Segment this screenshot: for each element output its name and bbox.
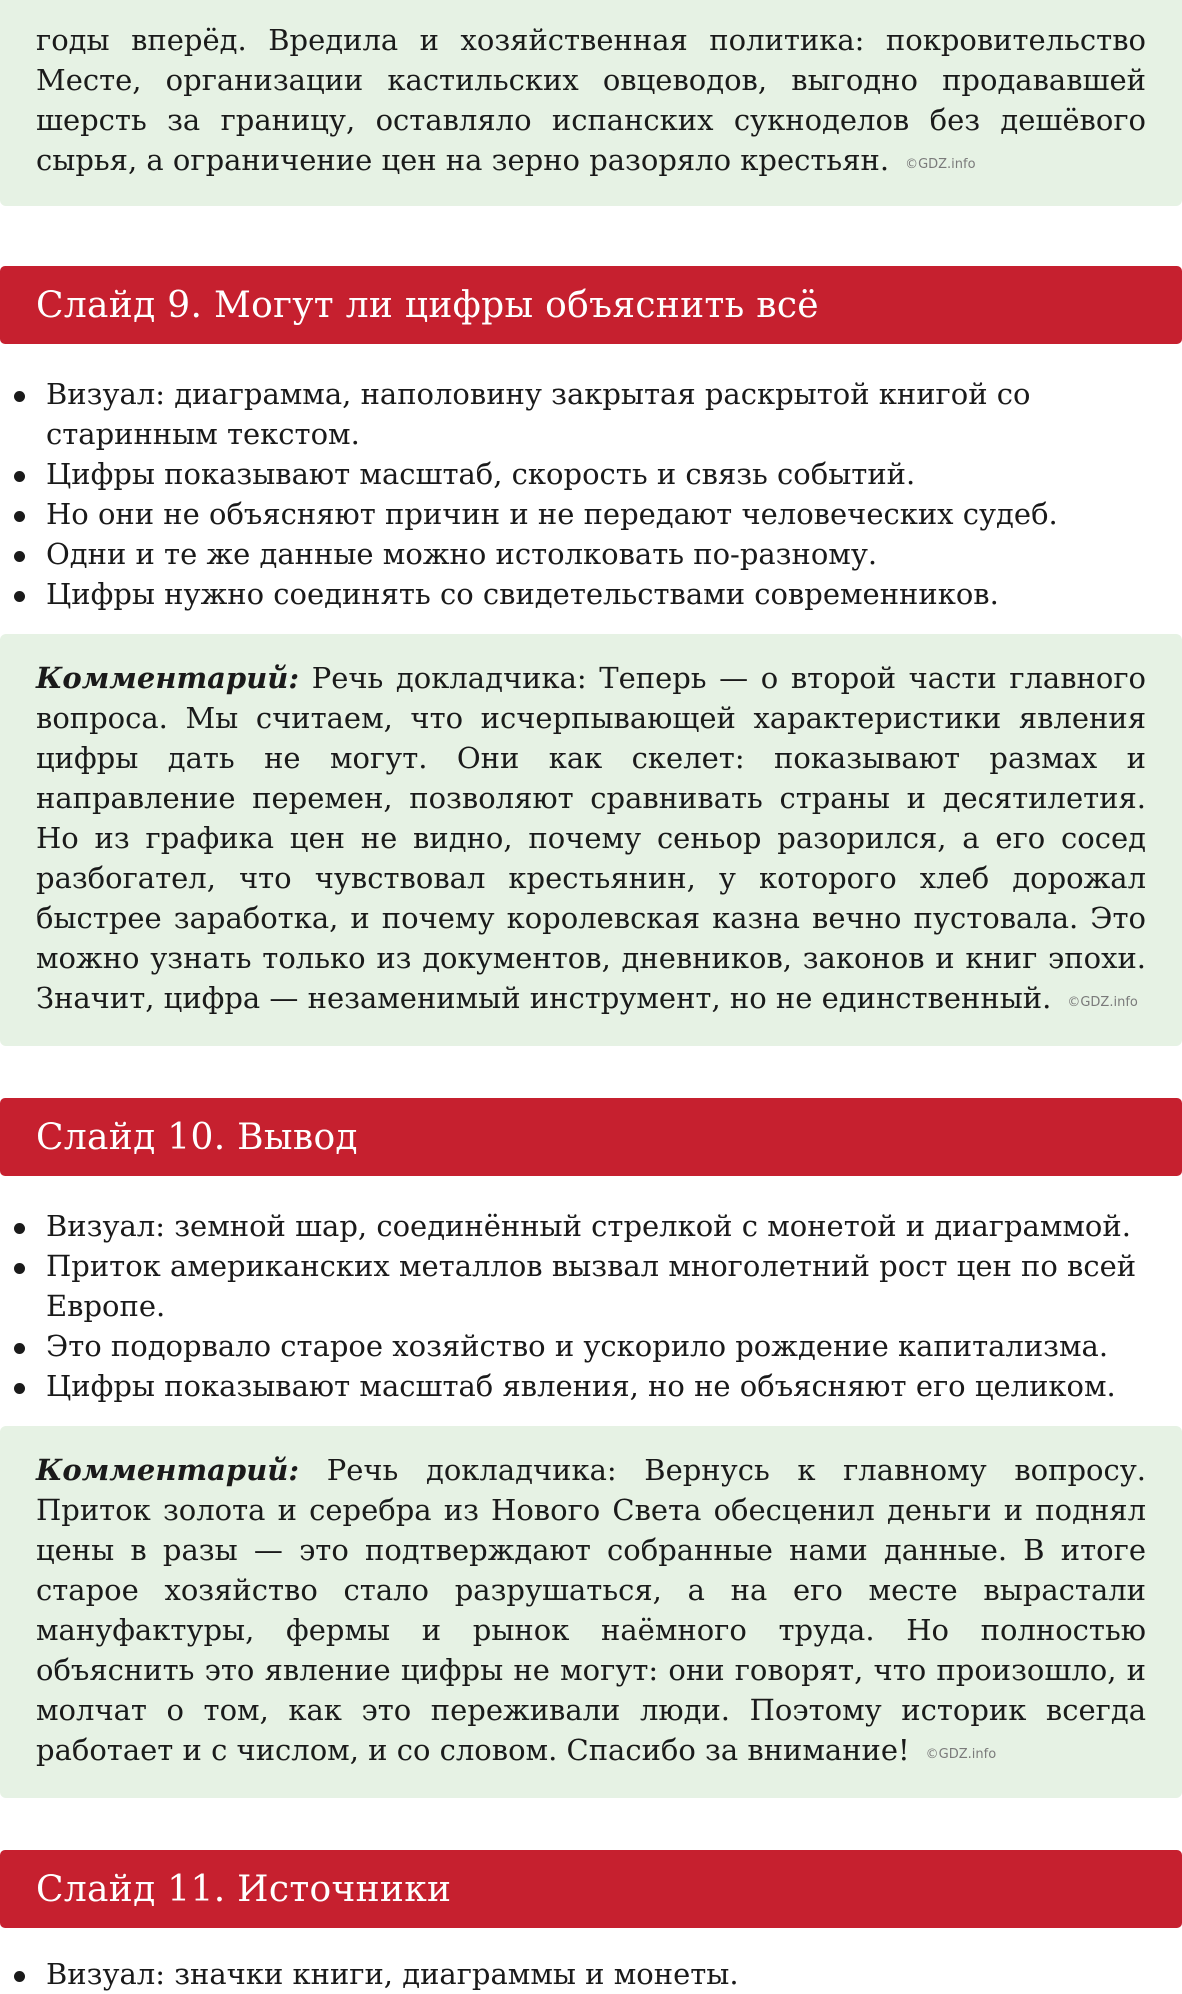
comment-body: Речь докладчика: Теперь — о второй части главного вопроса. Мы считаем, что исчерпывающей характеристики явления цифры дать не могут. Они как скелет: показывают размах и направление перемен, позволяют сравнивать страны и десятилетия. Но из графика цен не видно, почему сеньор разорился, а его сосед разбогател, что чувствовал крестьянин, у которого хлеб дорожал быстрее заработка, и почему королевская казна вечно пустовала. Это можно узнать только из документов, дневников, законов и книг эпохи. Значит, цифра — незаменимый инструмент, но не единственный.: [36, 661, 1146, 1015]
slide-10-header: [0, 1098, 1182, 1176]
bullet-item: Визуал: диаграмма, наполовину закрытая раскрытой книгой со старинным текстом.: [0, 374, 1182, 454]
comment-label: Комментарий:: [36, 1453, 300, 1487]
watermark: ©GDZ.info: [925, 1747, 997, 1762]
watermark: ©GDZ.info: [905, 157, 976, 172]
slide-10-comment-box: [0, 1426, 1182, 1798]
slide-9-header: [0, 266, 1182, 344]
slide-9-title: Слайд 9. Могут ли цифры объяснить всё: [36, 284, 819, 326]
bullet-icon: [14, 471, 25, 482]
bullet-icon: [14, 511, 25, 522]
slide-11-header: [0, 1850, 1182, 1928]
comment-text: [36, 1450, 1146, 1775]
bullet-item: Визуал: земной шар, соединённый стрелкой с монетой и диаграммой.: [0, 1206, 1182, 1246]
bullet-icon: [14, 1263, 25, 1274]
bullet-item: Цифры нужно соединять со свидетельствами современников.: [0, 574, 1182, 614]
bullet-icon: [14, 591, 25, 602]
slide-10-title: Слайд 10. Вывод: [36, 1116, 358, 1158]
bullet-item: Цифры показывают масштаб явления, но не объясняют его целиком.: [0, 1366, 1182, 1406]
bullet-item: Цифры показывают масштаб, скорость и связь событий.: [0, 454, 1182, 494]
bullet-icon: [14, 1223, 25, 1234]
watermark: ©GDZ.info: [1067, 995, 1138, 1010]
comment-text: [36, 20, 1146, 185]
slide-9-bullets: [0, 374, 1182, 614]
bullet-icon: [14, 391, 25, 402]
bullet-item: Это подорвало старое хозяйство и ускорило рождение капитализма.: [0, 1326, 1182, 1366]
comment-text: [36, 658, 1146, 1023]
bullet-icon: [14, 1343, 25, 1354]
bullet-icon: [14, 1971, 25, 1982]
bullet-icon: [14, 551, 25, 562]
bullet-icon: [14, 1383, 25, 1394]
comment-label: Комментарий:: [36, 661, 300, 695]
slide-11-bullets: [0, 1954, 1182, 1994]
comment-body: годы вперёд. Вредила и хозяйственная политика: покровительство Месте, организации кастильских овцеводов, выгодно продававшей шерсть за границу, оставляло испанских сукноделов без дешёвого сырья, а ограничение цен на зерно разоряло крестьян.: [36, 23, 1146, 177]
slide-11-title: Слайд 11. Источники: [36, 1868, 452, 1910]
comment-box-top: [0, 0, 1182, 206]
bullet-item: Приток американских металлов вызвал многолетний рост цен по всей Европе.: [0, 1246, 1182, 1326]
bullet-item: Визуал: значки книги, диаграммы и монеты.: [0, 1954, 1182, 1994]
slide-10-bullets: [0, 1206, 1182, 1406]
bullet-item: Но они не объясняют причин и не передают человеческих судеб.: [0, 494, 1182, 534]
slide-9-comment-box: [0, 634, 1182, 1046]
comment-body: Речь докладчика: Вернусь к главному вопросу. Приток золота и серебра из Нового Света обесценил деньги и поднял цены в разы — это подтверждают собранные нами данные. В итоге старое хозяйство стало разрушаться, а на его месте вырастали мануфактуры, фермы и рынок наёмного труда. Но полностью объяснить это явление цифры не могут: они говорят, что произошло, и молчат о том, как это переживали люди. Поэтому историк всегда работает и с числом, и со словом. Спасибо за внимание!: [36, 1453, 1146, 1767]
bullet-item: Одни и те же данные можно истолковать по-разному.: [0, 534, 1182, 574]
